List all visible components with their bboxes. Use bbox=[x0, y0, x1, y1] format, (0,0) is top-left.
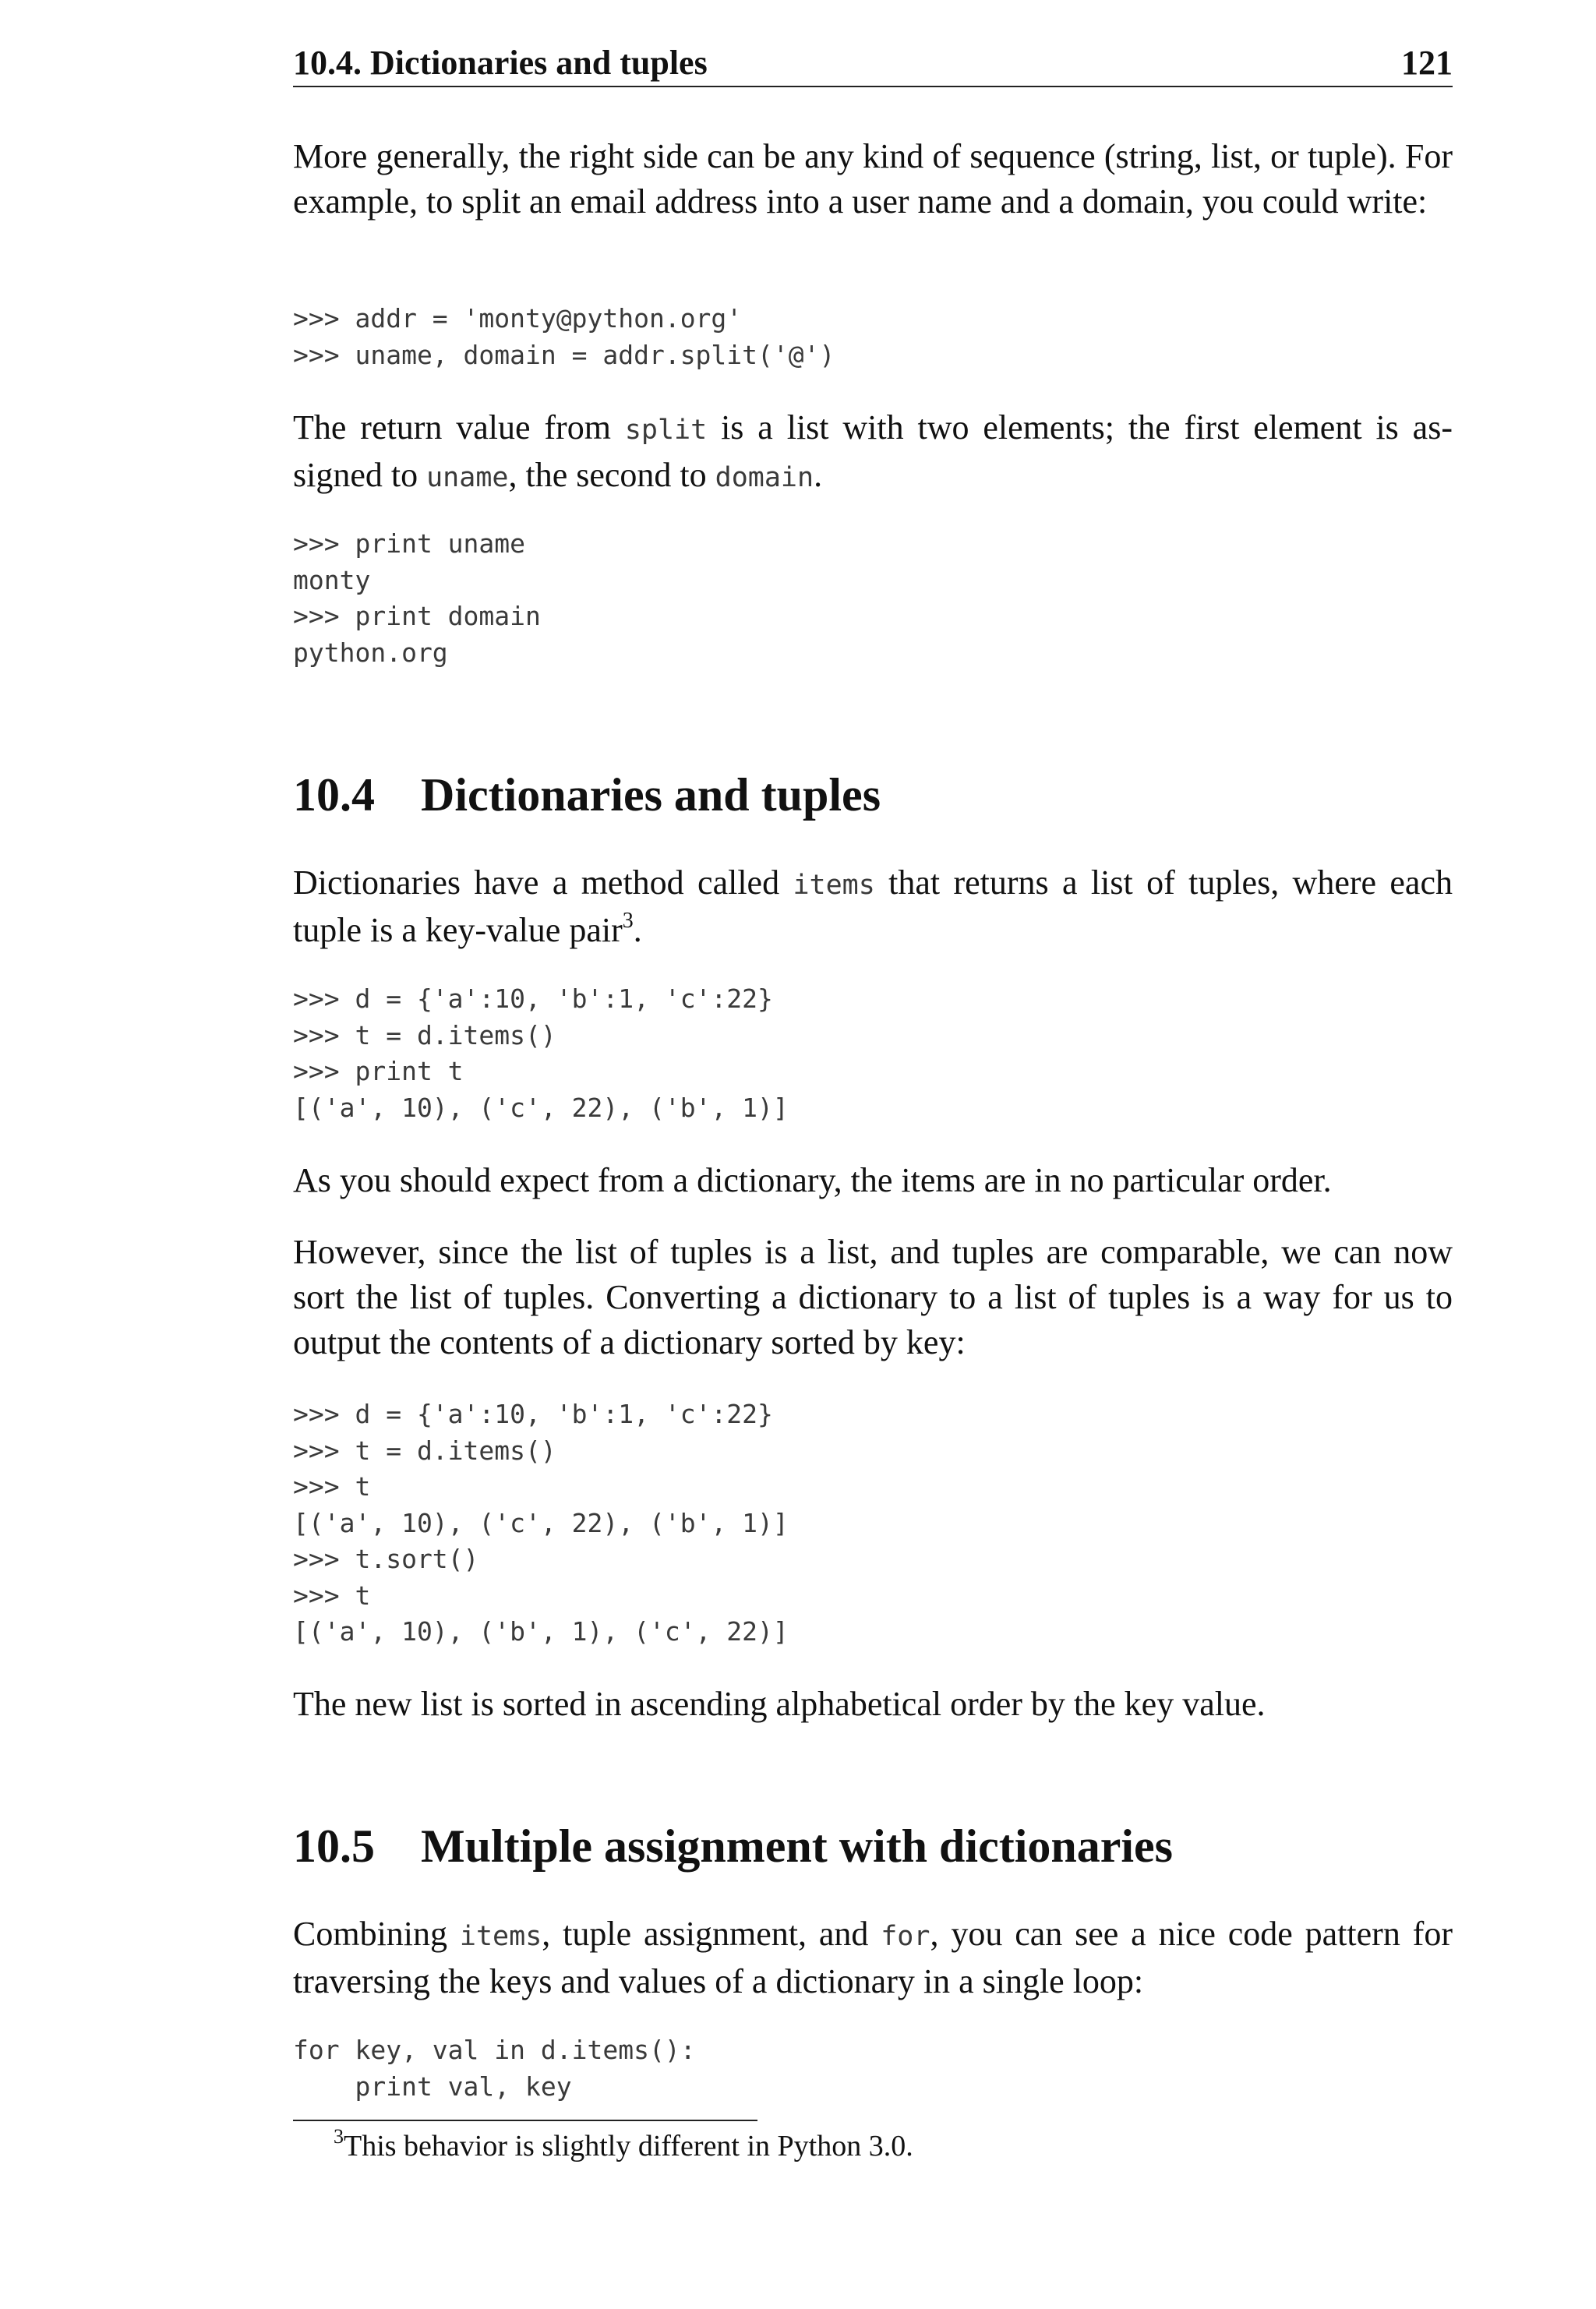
section-number: 10.5 bbox=[293, 1820, 375, 1872]
code-listing: >>> print uname monty >>> print domain python.org bbox=[293, 528, 541, 668]
text-run: that returns a list of tuples, where each tuple is a key-value pair bbox=[293, 863, 1453, 949]
paragraph-split-return bbox=[293, 405, 1453, 500]
code-listing: >>> d = {'a':10, 'b':1, 'c':22} >>> t = d.items() >>> t [('a', 10), ('c', 22), ('b', 1)] >>> t.sort() >>> t [('a', 10), ('b', 1), ('c', 22)] bbox=[293, 1399, 789, 1647]
text-run: , you can see a nice code pattern for traversing the keys and values of a dictionary in a single loop: bbox=[293, 1915, 1453, 2000]
footnote-text: This behavior is slightly different in Python 3.0. bbox=[344, 2130, 913, 2162]
running-header bbox=[293, 41, 1453, 87]
paragraph-text: As you should expect from a dictionary, the items are in no particular order. bbox=[293, 1161, 1332, 1199]
section-title: Multiple assignment with dictionaries bbox=[421, 1820, 1174, 1872]
footnote bbox=[334, 2126, 913, 2166]
inline-code-domain: domain bbox=[715, 462, 814, 493]
page-number: 121 bbox=[1401, 44, 1453, 82]
inline-code-items: items bbox=[793, 870, 875, 901]
text-run: Dictionaries have a method called bbox=[293, 863, 793, 902]
text-run: . bbox=[633, 911, 642, 949]
section-title: Dictionaries and tuples bbox=[421, 769, 881, 821]
code-block-split-email bbox=[293, 301, 1453, 373]
inline-code-for: for bbox=[881, 1921, 930, 1952]
code-block-loop bbox=[293, 2032, 1453, 2105]
text-run: . bbox=[814, 456, 823, 494]
section-heading-10-4 bbox=[293, 767, 1453, 823]
code-block-items bbox=[293, 981, 1453, 1126]
inline-code-split: split bbox=[624, 415, 708, 446]
paragraph-sequence-unpacking bbox=[293, 134, 1453, 224]
footnote-rule bbox=[293, 2120, 757, 2121]
paragraph-sorted-result bbox=[293, 1682, 1453, 1727]
text-run: , tuple assignment, and bbox=[542, 1915, 881, 1953]
code-block-print-parts bbox=[293, 526, 1453, 671]
code-listing: >>> addr = 'monty@python.org' >>> uname, domain = addr.split('@') bbox=[293, 303, 835, 370]
code-listing: >>> d = {'a':10, 'b':1, 'c':22} >>> t = d.items() >>> print t [('a', 10), ('c', 22), ('b', 1)] bbox=[293, 983, 789, 1123]
text-run: , the second to bbox=[508, 456, 715, 494]
code-listing: for key, val in d.items(): print val, key bbox=[293, 2035, 696, 2102]
section-number: 10.4 bbox=[293, 769, 375, 821]
paragraph-text: However, since the list of tuples is a list, and tuples are comparable, we can now sort the list of tuples. Converting a dictionary to a list of tuples is a way for us to output the contents of a dictionary sorted by key: bbox=[293, 1233, 1453, 1361]
inline-code-items: items bbox=[459, 1921, 542, 1952]
paragraph-sort-tuples bbox=[293, 1230, 1453, 1365]
section-heading-10-5 bbox=[293, 1818, 1453, 1874]
paragraph-items-method bbox=[293, 860, 1453, 953]
text-run: is a list with two elements; the first element is as-signed to bbox=[293, 408, 1453, 494]
text-run: The return value from bbox=[293, 408, 625, 447]
running-header-title: 10.4. Dictionaries and tuples bbox=[293, 44, 708, 82]
paragraph-text: The new list is sorted in ascending alphabetical order by the key value. bbox=[293, 1685, 1266, 1723]
paragraph-no-order bbox=[293, 1158, 1453, 1203]
footnote-number: 3 bbox=[334, 2125, 344, 2148]
footnote-marker: 3 bbox=[622, 909, 634, 933]
inline-code-uname: uname bbox=[426, 462, 509, 493]
paragraph-text: More generally, the right side can be any kind of sequence (string, list, or tuple). For example, to split an email address into a user name and a domain, you could write: bbox=[293, 137, 1453, 221]
paragraph-items-loop bbox=[293, 1912, 1453, 2004]
code-block-sort bbox=[293, 1396, 1453, 1651]
text-run: Combining bbox=[293, 1915, 460, 1953]
